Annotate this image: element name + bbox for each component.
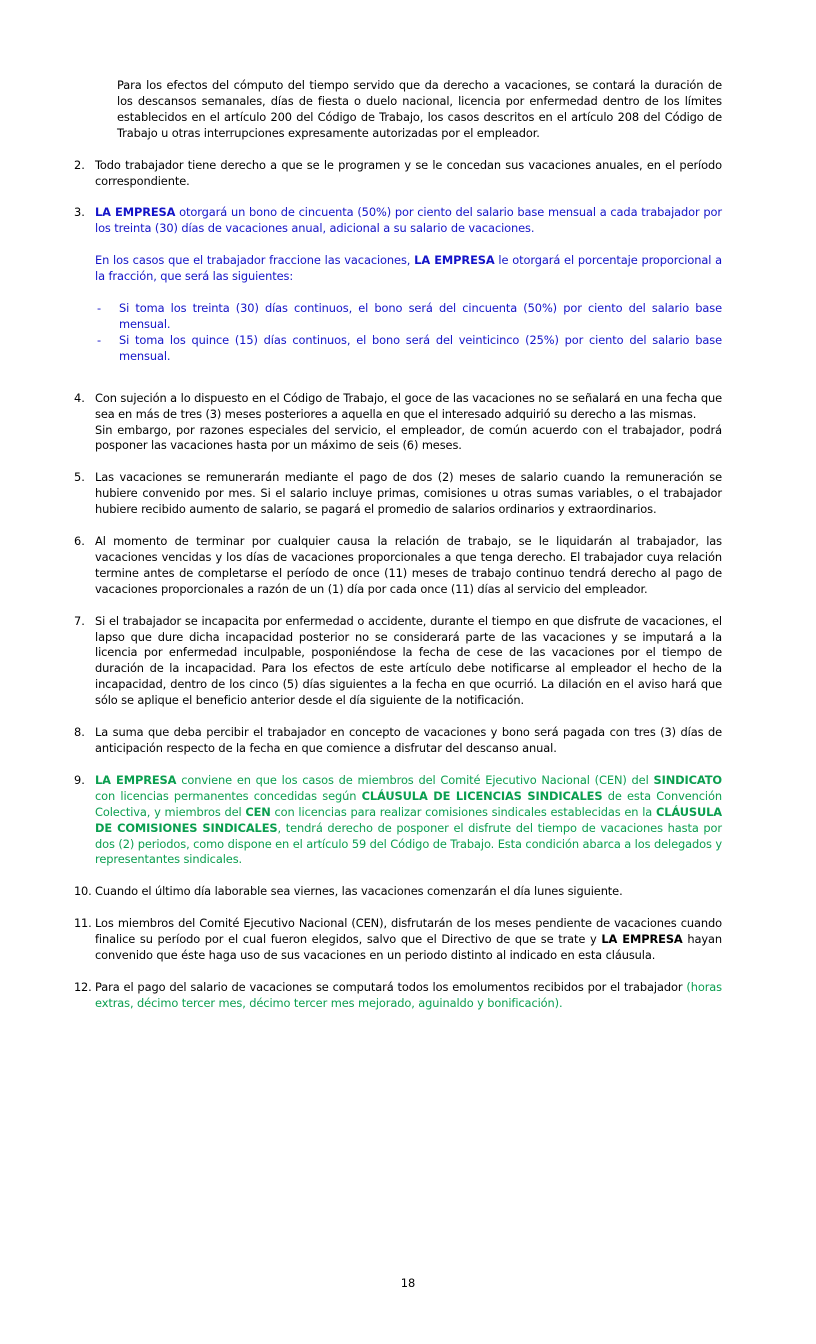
list-item-11-number: 11.: [74, 916, 92, 931]
list-item-9-seg-6: de esta Convención Colectiva, y miembros del: [95, 788, 722, 819]
page-content: [74, 78, 722, 1012]
list-item-12-number: 12.: [74, 979, 92, 994]
spacer: [74, 454, 722, 470]
list-item-11-seg-1: Los miembros del Comité Ejecutivo Nacional (CEN), disfrutarán de los meses pendiente de vacaciones cuando finalice su período por el cual fueron elegidos, salvo que el Directivo de que se trate y: [95, 916, 722, 947]
list-item-11: [74, 916, 722, 964]
list-item-7-text: Si el trabajador se incapacita por enfermedad o accidente, durante el tiempo en que disfrute de vacaciones, el lapso que dure dicha incapacidad posterior no se considerará parte de las vacaciones y se imputará a la licencia por enfermedad inculpable, posponiéndose la fecha de cese de las vacaciones por el tiempo de duración de la incapacidad. Para los efectos de este artículo debe notificarse al empleador el hecho de la incapacidad, dentro de los cinco (5) días siguientes a la fecha en que ocurrió. La dilación en el aviso hará que sólo se aplique el beneficio anterior desde el día siguiente de la notificación.: [95, 613, 722, 708]
list-item-9-seg-4: con licencias permanentes concedidas según: [95, 788, 362, 803]
company-name-emphasis: LA EMPRESA: [95, 205, 176, 220]
list-item-9-text: [95, 773, 722, 868]
page-number: 18: [400, 1276, 416, 1290]
list-item-4-number: 4.: [74, 390, 85, 405]
list-item-12-text: [95, 980, 722, 1012]
spacer: [74, 189, 722, 205]
spacer: [74, 868, 722, 884]
list-item-8-number: 8.: [74, 725, 85, 740]
list-item-3-number: 3.: [74, 205, 85, 220]
list-item-12-seg-1: Para el pago del salario de vacaciones se computará todos los emolumentos recibidos por el trabajador: [95, 979, 687, 994]
list-item-5-number: 5.: [74, 470, 85, 485]
spacer: [74, 709, 722, 725]
list-item-3-paragraph-1-rest: otorgará un bono de cincuenta (50%) por ciento del salario base mensual a cada trabajador por los treinta (30) días de vacaciones anual, adicional a su salario de vacaciones.: [95, 205, 723, 236]
list-item-6-text: Al momento de terminar por cualquier causa la relación de trabajo, se le liquidarán al trabajador, las vacaciones vencidas y los días de vacaciones proporcionales a que tenga derecho. El trabajador cuya relación termine antes de completarse el período de once (11) meses de trabajo continuo tendrá derecho al pago de vacaciones proporcionales a razón de un (1) día por cada once (11) días al servicio del empleador.: [95, 534, 722, 596]
intro-paragraph: Para los efectos del cómputo del tiempo servido que da derecho a vacaciones, se contará la duración de los descansos semanales, días de fiesta o duelo nacional, licencia por enfermedad dentro de los límites establecidos en el artículo 200 del Código de Trabajo, los casos descritos en el artículo 208 del Código de Trabajo u otras interrupciones expresamente autorizadas por el empleador.: [117, 78, 722, 140]
sublist-item-2-text: Si toma los quince (15) días continuos, el bono será del veinticinco (25%) por ciento del salario base mensual.: [119, 332, 722, 363]
spacer: [74, 598, 722, 614]
list-item-3-sublist: [95, 301, 722, 365]
company-name-emphasis: LA EMPRESA: [601, 932, 683, 947]
list-item-10-text: Cuando el último día laborable sea viernes, las vacaciones comenzarán el día lunes siguiente.: [95, 884, 623, 899]
clause-reference-licencias: CLÁUSULA DE LICENCIAS SINDICALES: [361, 788, 603, 803]
company-name-emphasis: LA EMPRESA: [414, 253, 495, 268]
list-item-3-paragraph-2: [95, 253, 722, 285]
list-item-6: [74, 534, 722, 598]
list-item-9-seg-8: con licencias para realizar comisiones sindicales establecidas en la: [270, 804, 656, 819]
list-item-9: [74, 773, 722, 868]
list-item-5-text: Las vacaciones se remunerarán mediante el pago de dos (2) meses de salario cuando la remuneración se hubiere convenido por mes. Si el salario incluye primas, comisiones u otras sumas variables, o el trabajador hubiere recibido aumento de salario, se pagará el promedio de salarios ordinarios y extraordinarios.: [95, 470, 722, 517]
list-item-4-text-line-1: Con sujeción a lo dispuesto en el Código de Trabajo, el goce de las vacaciones no se señalará en una fecha que sea en más de tres (3) meses posteriores a aquella en que el interesado adquirió su derecho a las mismas.: [95, 390, 722, 421]
list-item-5: [74, 470, 722, 518]
cen-abbreviation: CEN: [245, 804, 271, 819]
list-item-11-text: [95, 916, 722, 964]
dash-bullet-icon: -: [97, 301, 102, 316]
list-item-12: [74, 980, 722, 1012]
list-item-7: [74, 614, 722, 709]
list-item-4-text-line-2: Sin embargo, por razones especiales del servicio, el empleador, de común acuerdo con el trabajador, podrá posponer las vacaciones hasta por un máximo de seis (6) meses.: [95, 422, 722, 453]
spacer: [95, 237, 722, 253]
list-item-9-seg-2: conviene en que los casos de miembros del Comité Ejecutivo Nacional (CEN) del: [176, 772, 654, 787]
spacer: [74, 518, 722, 534]
list-item-10: [74, 884, 722, 900]
list-item-10-number: 10.: [74, 884, 92, 899]
list-item-3-paragraph-2-a: En los casos que el trabajador fraccione las vacaciones,: [95, 253, 415, 268]
list-item-2: [74, 158, 722, 190]
list-item-9-number: 9.: [74, 772, 85, 787]
spacer: [74, 365, 722, 391]
clause-reference-comisiones: CLÁUSULA DE COMISIONES SINDICALES: [95, 804, 722, 835]
list-item-2-number: 2.: [74, 157, 85, 172]
list-item-3-paragraph-1: [95, 205, 722, 237]
spacer: [74, 964, 722, 980]
list-item-12-green-parenthetical: (horas extras, décimo tercer mes, décimo tercer mes mejorado, aguinaldo y bonificación).: [95, 979, 722, 1010]
dash-bullet-icon: -: [97, 332, 102, 347]
sublist-item-1-text: Si toma los treinta (30) días continuos, el bono será del cincuenta (50%) por ciento del salario base mensual.: [119, 301, 722, 331]
spacer: [74, 757, 722, 773]
union-name-emphasis: SINDICATO: [653, 772, 722, 787]
list-item-11-seg-3: hayan convenido que éste haga uso de sus vacaciones en un periodo distinto al indicado en esta cláusula.: [95, 932, 722, 963]
sublist-item-2: [97, 333, 722, 365]
list-item-3-paragraph-2-b: le otorgará el porcentaje proporcional a la fracción, que será las siguientes:: [95, 253, 723, 284]
list-item-9-seg-10: , tendrá derecho de posponer el disfrute del tiempo de vacaciones hasta por dos (2) periodos, como dispone en el artículo 59 del Código de Trabajo. Esta condición abarca a los delegados y representantes sindicales.: [95, 820, 722, 867]
company-name-emphasis: LA EMPRESA: [95, 772, 177, 787]
list-item-8-text: La suma que deba percibir el trabajador en concepto de vacaciones y bono será pagada con tres (3) días de anticipación respecto de la fecha en que comience a disfrutar del descanso anual.: [95, 725, 722, 755]
spacer: [74, 900, 722, 916]
list-item-4: [74, 391, 722, 455]
list-item-8: [74, 725, 722, 757]
sublist-item-1: [97, 301, 722, 333]
spacer: [95, 285, 722, 301]
list-item-3: [74, 205, 722, 364]
spacer: [74, 142, 722, 158]
list-item-7-number: 7.: [74, 613, 85, 628]
list-item-2-text: Todo trabajador tiene derecho a que se le programen y se le concedan sus vacaciones anuales, en el período correspondiente.: [95, 157, 722, 188]
list-item-6-number: 6.: [74, 534, 85, 549]
